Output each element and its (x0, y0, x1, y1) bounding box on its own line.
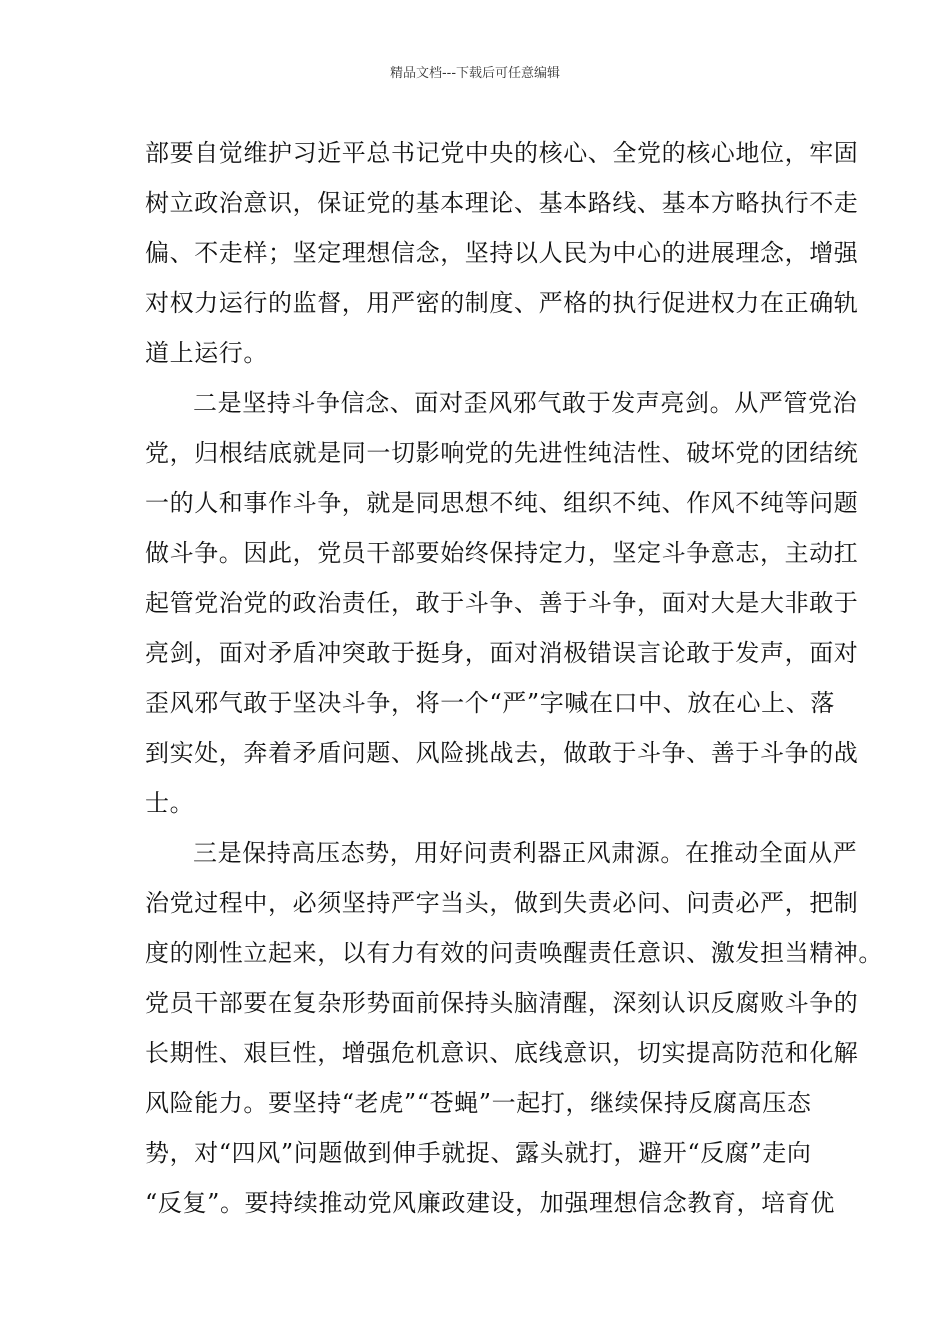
paragraph-line: 长期性、艰巨性，增强危机意识、底线意识，切实提高防范和化解 (145, 1039, 859, 1067)
paragraph-line: 起管党治党的政治责任，敢于斗争、善于斗争，面对大是大非敢于 (145, 589, 859, 617)
paragraph-3 (145, 828, 883, 1228)
page-header: 精品文档---下载后可任意编辑 (389, 66, 561, 81)
paragraph-1 (145, 128, 859, 378)
paragraph-line: 歪风邪气敢于坚决斗争，将一个“严”字喊在口中、放在心上、落 (145, 689, 835, 717)
paragraph-line: “反复”。要持续推动党风廉政建设，加强理想信念教育，培育优 (145, 1189, 835, 1217)
paragraph-line: 一的人和事作斗争，就是同思想不纯、组织不纯、作风不纯等问题 (145, 489, 859, 517)
document-body (145, 128, 883, 1228)
paragraph-line: 风险能力。要坚持“老虎”“苍蝇”一起打，继续保持反腐高压态 (145, 1089, 812, 1117)
paragraph-2 (145, 378, 859, 828)
paragraph-line: 做斗争。因此，党员干部要始终保持定力，坚定斗争意志，主动扛 (145, 539, 859, 567)
paragraph-line: 党，归根结底就是同一切影响党的先进性纯洁性、破坏党的团结统 (145, 439, 859, 467)
paragraph-line: 偏、不走样；坚定理想信念，坚持以人民为中心的进展理念，增强 (145, 239, 859, 267)
paragraph-line: 士。 (145, 789, 195, 817)
paragraph-line: 树立政治意识，保证党的基本理论、基本路线、基本方略执行不走 (145, 189, 859, 217)
paragraph-line: 势，对“四风”问题做到伸手就捉、露头就打，避开“反腐”走向 (145, 1139, 812, 1167)
paragraph-line: 对权力运行的监督，用严密的制度、严格的执行促进权力在正确轨 (145, 289, 859, 317)
paragraph-line: 度的刚性立起来，以有力有效的问责唤醒责任意识、激发担当精神。 (145, 939, 883, 967)
paragraph-line: 党员干部要在复杂形势面前保持头脑清醒，深刻认识反腐败斗争的 (145, 989, 859, 1017)
paragraph-line: 三是保持高压态势，用好问责利器正风肃源。在推动全面从严 (193, 839, 858, 867)
paragraph-line: 道上运行。 (145, 339, 268, 367)
paragraph-line: 到实处，奔着矛盾问题、风险挑战去，做敢于斗争、善于斗争的战 (145, 739, 859, 767)
paragraph-line: 亮剑，面对矛盾冲突敢于挺身，面对消极错误言论敢于发声，面对 (145, 639, 859, 667)
paragraph-line: 治党过程中，必须坚持严字当头，做到失责必问、问责必严，把制 (145, 889, 859, 917)
paragraph-line: 二是坚持斗争信念、面对歪风邪气敢于发声亮剑。从严管党治 (193, 389, 858, 417)
paragraph-line: 部要自觉维护习近平总书记党中央的核心、全党的核心地位，牢固 (145, 139, 859, 167)
